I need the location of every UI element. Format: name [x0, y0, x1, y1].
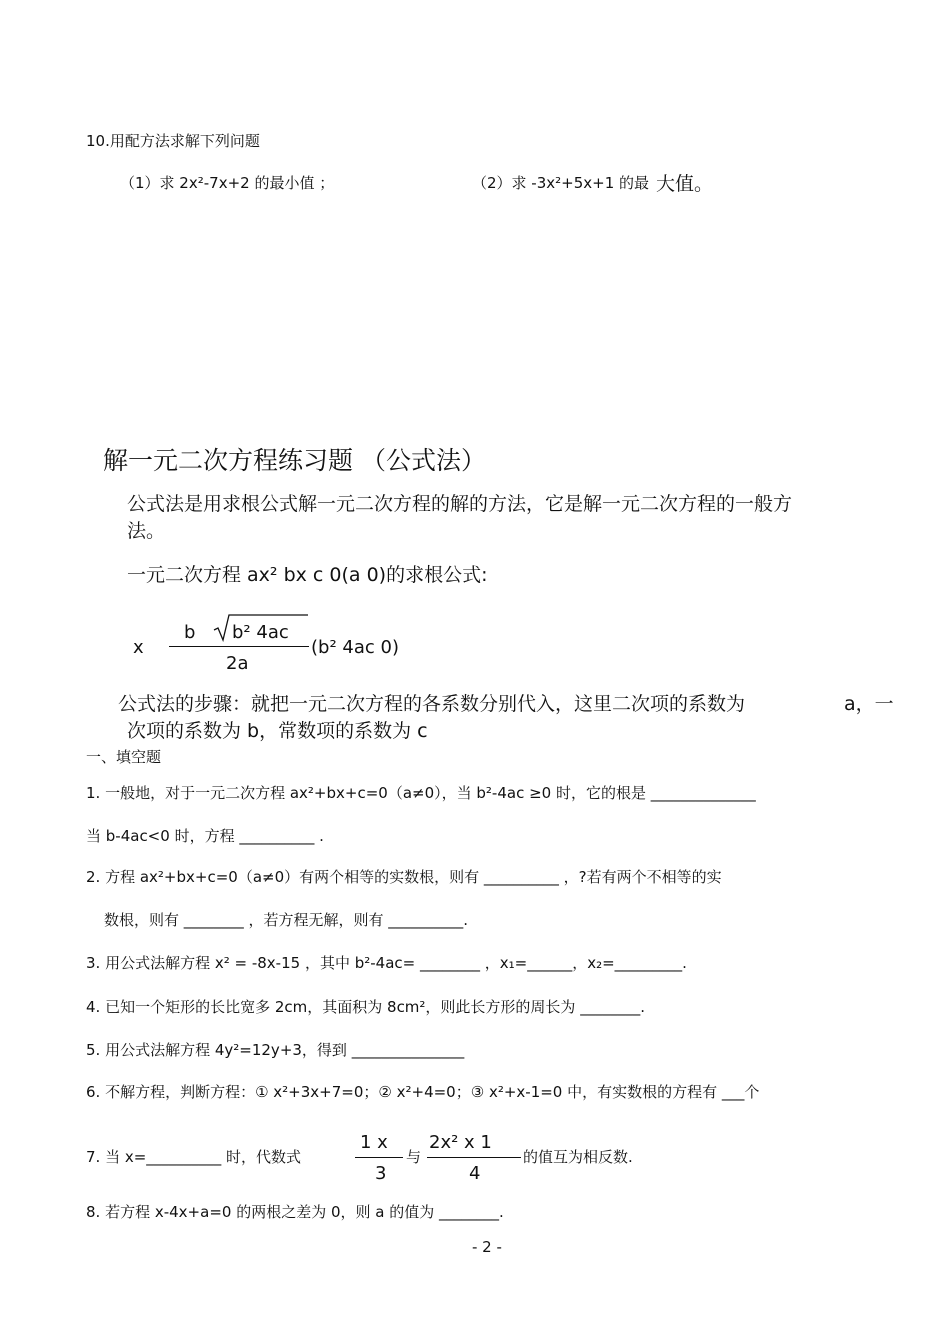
steps-a: a，一: [844, 693, 894, 715]
q3: 3. 用公式法解方程 x² = -8x-15 ，其中 b²-4ac= ________ ，x₁=______，x₂=_________.: [86, 954, 687, 972]
q7-prefix: 7. 当 x=__________ 时，代数式: [86, 1148, 302, 1166]
q7-frac2-numerator: 2x² x 1: [429, 1132, 492, 1153]
q4: 4. 已知一个矩形的长比宽多 2cm，其面积为 8cm²，则此长方形的周长为 ________.: [86, 998, 645, 1016]
formula-condition: (b² 4ac 0): [311, 637, 399, 658]
intro-line-2: 法。: [127, 520, 166, 542]
q1-line-2: 当 b-4ac<0 时，方程 __________ .: [86, 827, 324, 845]
q7-suffix: 的值互为相反数.: [523, 1148, 633, 1166]
formula-fraction-bar: [169, 646, 309, 647]
q5: 5. 用公式法解方程 4y²=12y+3，得到 _______________: [86, 1041, 465, 1059]
steps-line-2: 次项的系数为 b，常数项的系数为 c: [127, 720, 428, 742]
formula-x: x: [133, 637, 144, 658]
q1-line-1: 1. 一般地，对于一元二次方程 ax²+bx+c=0（a≠0），当 b²-4ac ≥0 时，它的根是 ______________: [86, 784, 756, 802]
q2-line-1: 2. 方程 ax²+bx+c=0（a≠0）有两个相等的实数根，则有 __________ ，?若有两个不相等的实: [86, 868, 722, 886]
formula-denominator: 2a: [226, 653, 249, 674]
intro-line-1: 公式法是用求根公式解一元二次方程的解的方法，它是解一元二次方程的一般方: [127, 493, 793, 515]
fill-blank-heading: 一、填空题: [86, 748, 162, 766]
q10-part2-b: 大值。: [656, 173, 714, 195]
q7-frac1-denominator: 3: [375, 1163, 387, 1184]
q7-frac2-denominator: 4: [469, 1163, 481, 1184]
general-form: 一元二次方程 ax² bx c 0(a 0)的求根公式:: [127, 564, 488, 586]
q2-line-2: 数根，则有 ________ ，若方程无解，则有 __________.: [104, 911, 469, 929]
q7-frac1-numerator: 1 x: [360, 1132, 388, 1153]
page-number: - 2 -: [472, 1238, 502, 1256]
q6: 6. 不解方程，判断方程：① x²+3x+7=0；② x²+4=0；③ x²+x-1=0 中，有实数根的方程有 ___个: [86, 1083, 760, 1101]
q10-title: 10.用配方法求解下列问题: [86, 132, 260, 150]
formula-numerator-b: b: [184, 622, 196, 643]
q7-frac1-bar: [355, 1157, 403, 1158]
q7-mid: 与: [406, 1148, 422, 1166]
formula-radicand: b² 4ac: [232, 622, 289, 643]
q7-frac2-bar: [427, 1157, 521, 1158]
q10-part1: （1）求 2x²-7x+2 的最小值 ；: [120, 174, 335, 192]
steps-line-1: 公式法的步骤：就把一元二次方程的各系数分别代入，这里二次项的系数为: [118, 693, 746, 715]
q8: 8. 若方程 x-4x+a=0 的两根之差为 0，则 a 的值为 ________.: [86, 1203, 504, 1221]
q10-part2-a: （2）求 -3x²+5x+1 的最: [472, 174, 650, 192]
section-title: 解一元二次方程练习题 （公式法）: [103, 446, 486, 475]
